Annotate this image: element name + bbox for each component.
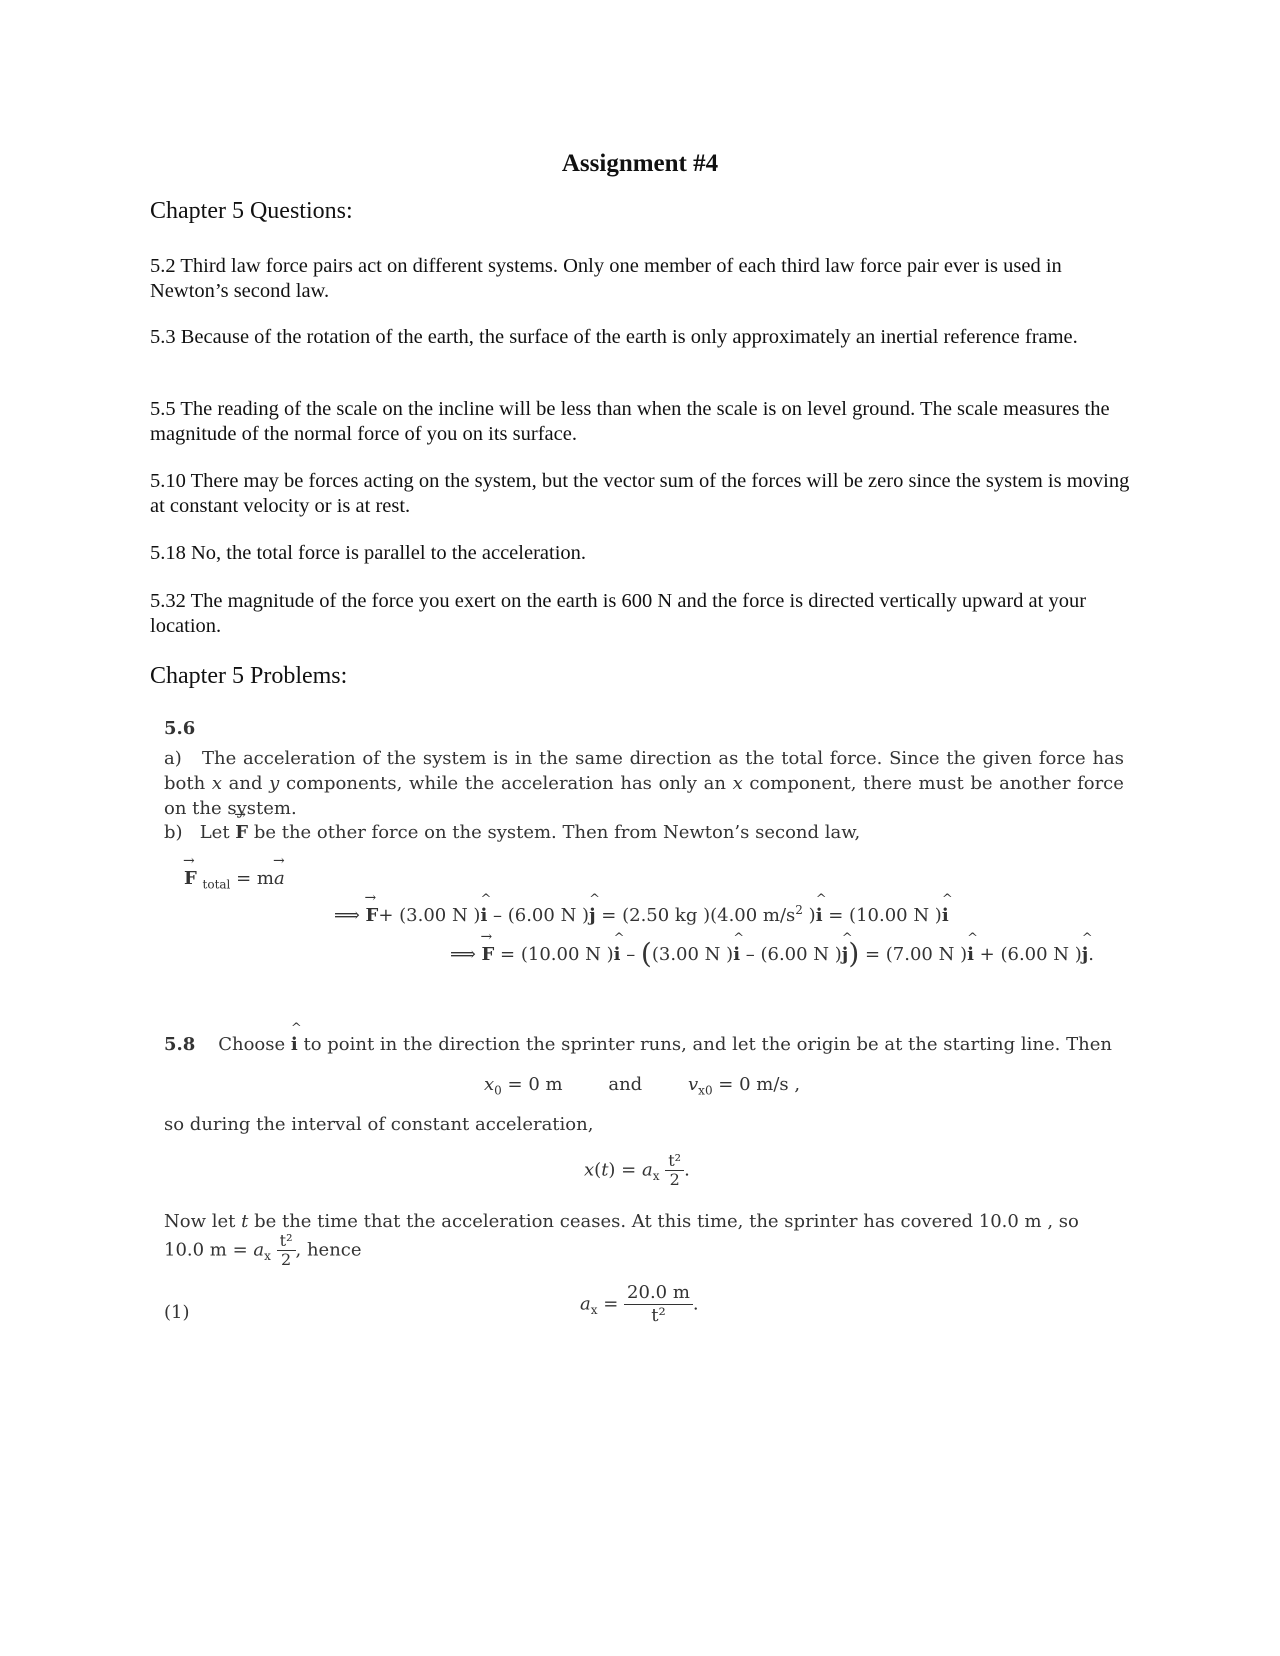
word-and: and <box>228 773 263 794</box>
frac-num: t² <box>668 1151 682 1170</box>
sub-x: x <box>590 1303 598 1318</box>
paren-close-eq: ) = <box>608 1159 642 1181</box>
var-y: y <box>269 773 280 794</box>
now-text1: Now let <box>164 1211 236 1232</box>
paren-open: ( <box>594 1159 602 1181</box>
fraction-20m-over-t2 <box>624 1282 693 1327</box>
question-5-10: 5.10 There may be forces acting on the system, but the vector sum of the forces will be zero since the system is moving at constant velocity or is at rest. <box>150 470 1130 517</box>
left-paren: ( <box>640 937 652 970</box>
part-b-text1: Let <box>199 822 230 843</box>
problem-5-6-part-a <box>164 746 1124 821</box>
chapter-questions-heading: Chapter 5 Questions: <box>150 198 353 224</box>
var-x: x <box>584 1159 595 1181</box>
part-a-label: a) <box>164 748 182 769</box>
var-a: a <box>580 1293 591 1315</box>
equation-label-1: (1) <box>164 1302 190 1323</box>
frac-num: t² <box>279 1231 293 1250</box>
unit-i-hat: ^ i <box>967 944 974 965</box>
unit-i-hat: ^ i <box>614 944 621 965</box>
eq1-vector-a: → a <box>274 868 285 889</box>
implies-symbol: ⟹ <box>450 944 476 965</box>
page-title: Assignment #4 <box>561 150 719 177</box>
fraction-t2-over-2 <box>665 1152 684 1189</box>
word-and: and <box>608 1074 643 1095</box>
hence-text: , hence <box>295 1239 362 1261</box>
question-5-5: 5.5 The reading of the scale on the incline will be less than when the scale is on level ground. The scale measures the magnitude of the normal force of you on its surface. <box>150 398 1110 445</box>
var-v: v <box>688 1074 699 1095</box>
eq2-part1: + (3.00 N ) <box>378 905 481 926</box>
eq3-part4: – (6.00 N ) <box>740 944 842 965</box>
question-5-18: 5.18 No, the total force is parallel to the acceleration. <box>150 542 587 564</box>
equation-3 <box>450 937 1094 970</box>
frac-den: 2 <box>277 1250 296 1269</box>
eq3-part3: (3.00 N ) <box>651 944 734 965</box>
unit-i-hat: ^ i <box>733 944 740 965</box>
sub-0: 0 <box>494 1083 502 1098</box>
frac-den: 2 <box>665 1170 684 1189</box>
equation-acceleration <box>580 1282 699 1327</box>
eq3-part6: + (6.00 N ) <box>973 944 1082 965</box>
distance-equation <box>164 1232 362 1269</box>
eq-end: . <box>684 1159 690 1181</box>
eq-end: . <box>692 1293 699 1315</box>
part-b-label: b) <box>164 822 183 843</box>
var-x: x <box>211 773 222 794</box>
eq3-part1: = (10.00 N ) <box>494 944 614 965</box>
eq2-part3: = (2.50 kg )(4.00 m/s <box>595 905 796 926</box>
vector-F: → F <box>235 822 248 843</box>
question-5-3: 5.3 Because of the rotation of the earth, the surface of the earth is only approximately an inertial reference frame. <box>150 326 1078 348</box>
equation-position <box>584 1152 690 1189</box>
p58-text2: to point in the direction the sprinter runs, and let the origin be at the starting line. Then <box>303 1034 1112 1055</box>
question-5-32: 5.32 The magnitude of the force you exert on the earth is 600 N and the force is directed vertically upward at your location. <box>150 590 1087 637</box>
distance-value: 10.0 m <box>164 1239 227 1261</box>
part-a-text: The acceleration of the system is in the same direction as the total force. Since the given force has both <box>164 748 1125 794</box>
sub-x0: x0 <box>698 1083 713 1098</box>
unit-j-hat: ^ j <box>1082 944 1089 965</box>
eq-sign: = <box>226 1239 254 1261</box>
eq2-sup: 2 <box>795 903 803 917</box>
eq2-part5: = (10.00 N ) <box>822 905 942 926</box>
problem-5-8-intro <box>164 1034 1112 1055</box>
frac-num: 20.0 m <box>627 1282 690 1303</box>
question-5-2: 5.2 Third law force pairs act on different systems. Only one member of each third law force pair ever is used in Newton’s second law. <box>150 255 1062 302</box>
eq2-part2: – (6.00 N ) <box>487 905 590 926</box>
unit-i-hat: ^ i <box>816 905 823 926</box>
equation-newton-second-law <box>184 868 285 892</box>
eq3-vector-F: → F <box>482 944 495 965</box>
frac-den: t² <box>624 1304 693 1327</box>
unit-i-hat: ^ i <box>291 1034 298 1055</box>
var-a: a <box>641 1159 653 1181</box>
unit-j-hat: ^ j <box>842 944 849 965</box>
eq-sign: = <box>597 1293 625 1315</box>
p58-text1: Choose <box>218 1034 286 1055</box>
right-paren: ) <box>848 937 860 970</box>
fraction-t2-over-2 <box>277 1232 296 1269</box>
problem-5-8-number: 5.8 <box>164 1034 196 1055</box>
eq1-rhs: = m <box>236 868 274 889</box>
eq2-vector-F: → F <box>366 905 379 926</box>
problem-5-6-number: 5.6 <box>164 718 196 739</box>
chapter-problems-heading: Chapter 5 Problems: <box>150 663 348 689</box>
initial-conditions <box>484 1074 800 1098</box>
x0-rhs: = 0 m <box>501 1074 563 1095</box>
var-t: t <box>601 1159 609 1181</box>
sub-x: x <box>652 1169 660 1184</box>
sub-x: x <box>264 1249 271 1264</box>
eq1-sub-total: total <box>202 877 231 892</box>
vx0-rhs: = 0 m/s , <box>712 1074 801 1095</box>
var-t: t <box>241 1211 249 1232</box>
eq1-vector-F: → F <box>184 868 197 889</box>
var-x2: x <box>732 773 743 794</box>
now-text2: be the time that the acceleration ceases. At this time, the sprinter has covered 10.0 m , so <box>254 1211 1079 1232</box>
var-x: x <box>484 1074 495 1095</box>
unit-i-hat: ^ i <box>480 905 487 926</box>
p58-line2: so during the interval of constant acceleration, <box>164 1114 594 1135</box>
var-a: a <box>253 1239 265 1261</box>
problem-5-6-part-b <box>164 822 860 843</box>
implies-symbol: ⟹ <box>334 905 360 926</box>
eq3-part5: = (7.00 N ) <box>859 944 968 965</box>
eq3-end: . <box>1088 944 1095 965</box>
equation-2 <box>334 903 949 926</box>
p58-now-text <box>164 1209 1124 1234</box>
unit-j-hat: ^ j <box>589 905 596 926</box>
unit-i-hat: ^ i <box>942 905 949 926</box>
eq2-part4: ) <box>802 905 816 926</box>
eq3-part2: – <box>620 944 641 965</box>
part-a-text2: components, while the acceleration has only an <box>286 773 726 794</box>
part-a-text3: component, there must be another force on the system. <box>164 773 1124 819</box>
part-b-text2: be the other force on the system. Then from Newton’s second law, <box>253 822 861 843</box>
